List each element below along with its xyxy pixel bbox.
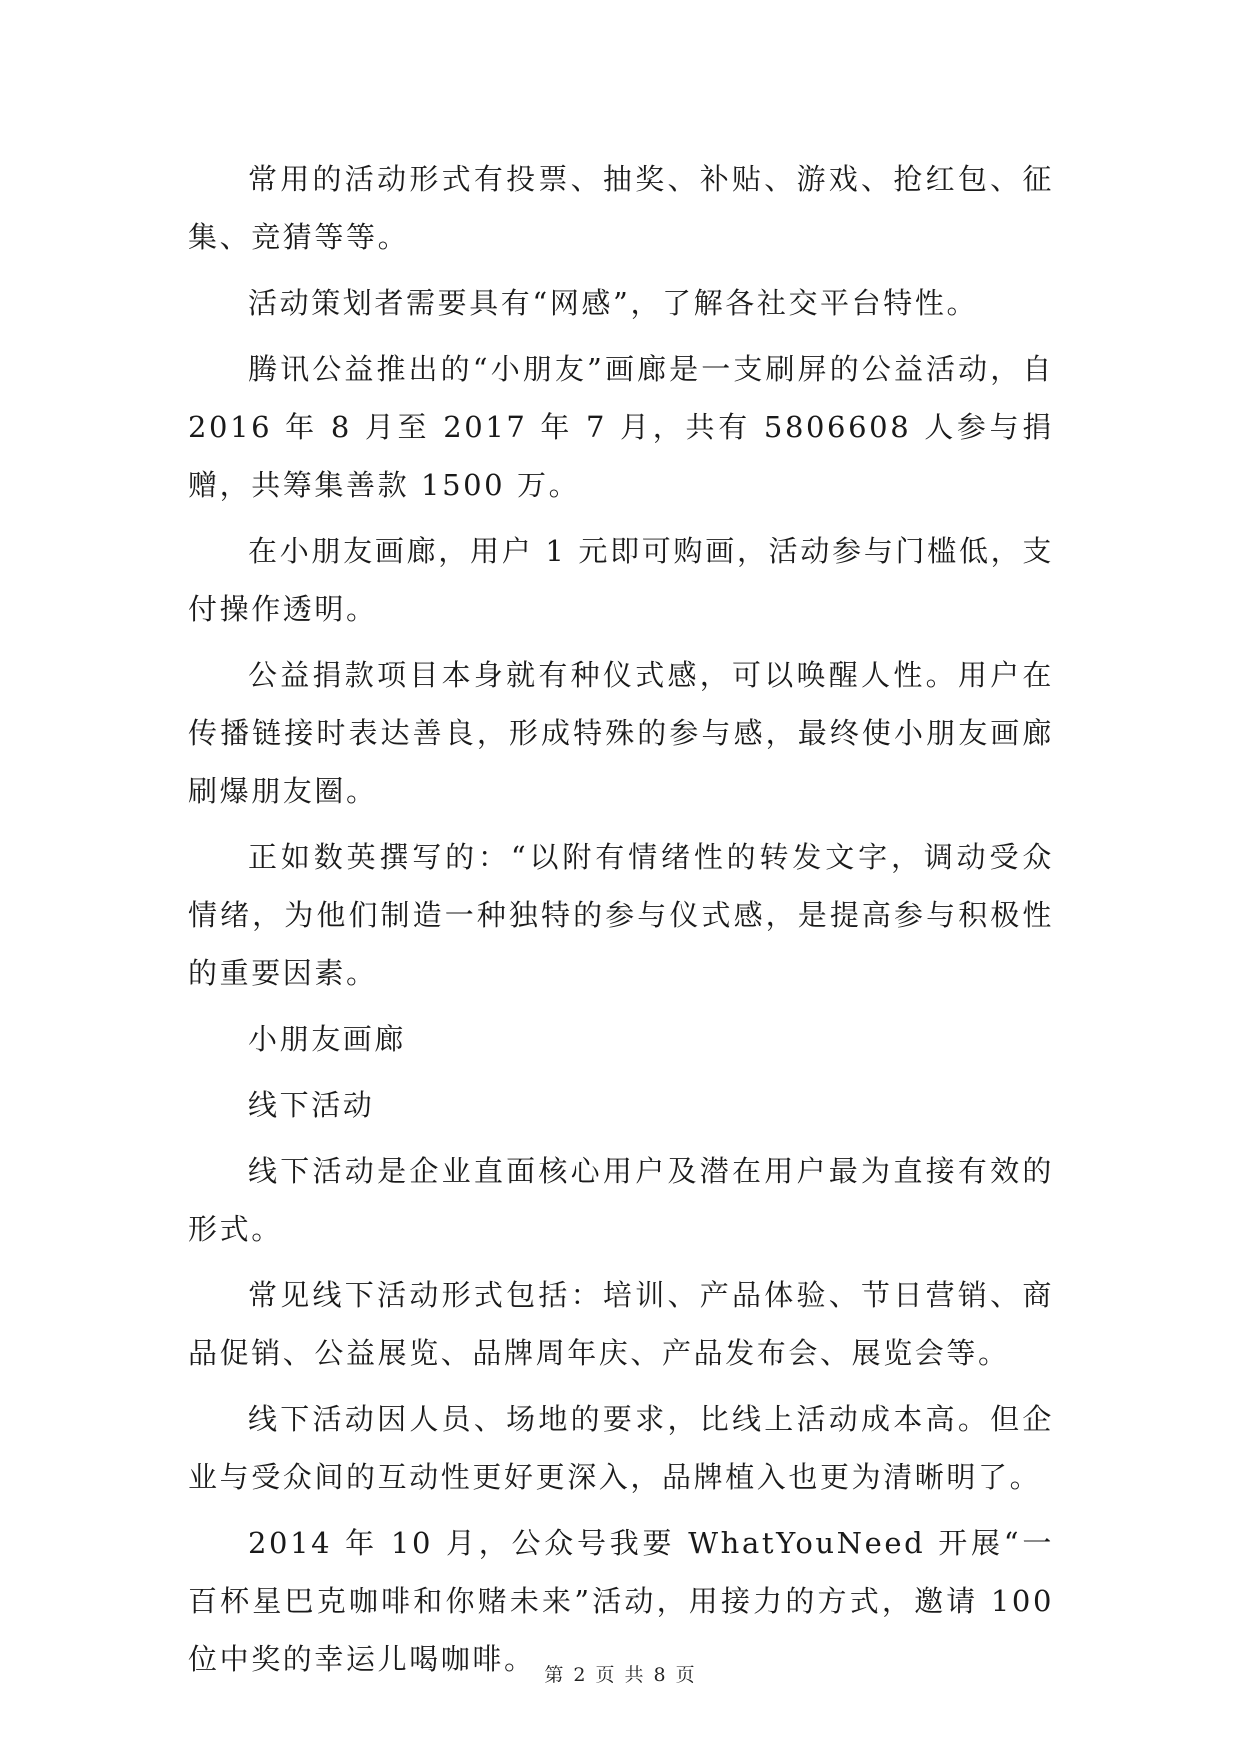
paragraph-one-yuan: 在小朋友画廊，用户 1 元即可购画，活动参与门槛低，支付操作透明。	[188, 534, 1054, 626]
paragraph-offline-heading: 线下活动	[248, 1088, 375, 1122]
paragraph-quote: 正如数英撰写的：“以附有情绪性的转发文字，调动受众情绪，为他们制造一种独特的参与仪式感，是提高参与积极性的重要因素。	[188, 840, 1054, 990]
paragraph-offline-forms: 常见线下活动形式包括：培训、产品体验、节日营销、商品促销、公益展览、品牌周年庆、产品发布会、展览会等。	[188, 1278, 1054, 1370]
paragraph-starbucks: 2014 年 10 月，公众号我要 WhatYouNeed 开展“一百杯星巴克咖啡和你赌未来”活动，用接力的方式，邀请 100 位中奖的幸运儿喝咖啡。	[188, 1526, 1054, 1676]
paragraph-ritual: 公益捐款项目本身就有种仪式感，可以唤醒人性。用户在传播链接时表达善良，形成特殊的参与感，最终使小朋友画廊刷爆朋友圈。	[188, 658, 1054, 808]
document-body	[188, 150, 1054, 1696]
paragraph-gallery-heading: 小朋友画廊	[248, 1022, 407, 1056]
paragraph-activity-forms: 常用的活动形式有投票、抽奖、补贴、游戏、抢红包、征集、竞猜等等。	[188, 162, 1054, 254]
paragraph-web-sense: 活动策划者需要具有“网感”，了解各社交平台特性。	[248, 286, 979, 320]
paragraph-offline-intro: 线下活动是企业直面核心用户及潜在用户最为直接有效的形式。	[188, 1154, 1054, 1246]
page-number-footer: 第 2 页 共 8 页	[544, 1664, 697, 1686]
paragraph-offline-cost: 线下活动因人员、场地的要求，比线上活动成本高。但企业与受众间的互动性更好更深入，品牌植入也更为清晰明了。	[188, 1402, 1054, 1494]
paragraph-tencent-gallery: 腾讯公益推出的“小朋友”画廊是一支刷屏的公益活动，自 2016 年 8 月至 2017 年 7 月，共有 5806608 人参与捐赠，共筹集善款 1500 万。	[188, 352, 1054, 502]
